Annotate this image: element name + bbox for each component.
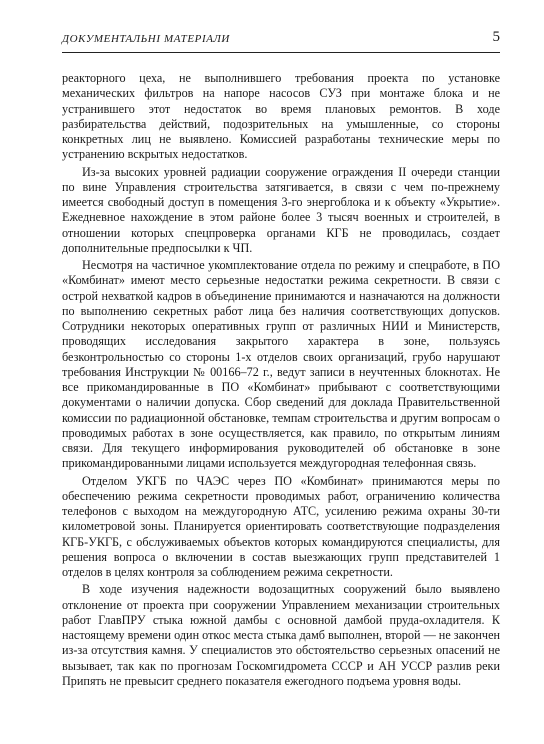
body-text (62, 71, 500, 689)
paragraph: Несмотря на частичное укомплектование отдела по режиму и спецработе, в ПО «Комбинат» имеют место серьезные недостатки режима секретности. В связи с острой нехваткой кадров в объединение принимаются и назначаются на должности по выполнению секретных работ лица без наличия соответствующих допусков. Сотрудники некоторых оперативных групп от различных НИИ и Министерств, проводящих исследования закрытого характера в зоне, пользуясь безконтрольностью со стороны 1-х отделов своих организаций, грубо нарушают требования Инструкции № 00166–72 г., ведут записи в неучтенных блокнотах. Не все прикомандированные в ПО «Комбинат» прибывают с соответствующими документами о наличии допуска. Сбор сведений для доклада Правительственной комиссии по радиационной обстановке, темпам строительства и другим вопросам о проводимых работах в зоне осуществляется, как правило, по открытым линиям связи. Для текущего информирования руководителей об обстановке в зоне прикомандированными лицами используется междугородная телефонная связь. (62, 258, 500, 471)
paragraph: В ходе изучения надежности водозащитных сооружений было выявлено отклонение от проекта при сооружении Управлением механизации строительных работ ГлавПРУ стыка южной дамбы с основной дамбой пруда-охладителя. К настоящему времени один откос места стыка дамб выполнен, второй — не закончен из-за отсутствия камня. У специалистов это обстоятельство серьезных опасений не вызывает, так как по прогнозам Госкомгидромета СССР и АН УССР разлив реки Припять не превысит среднего показателя ежегодного подъема уровня воды. (62, 582, 500, 688)
page-header (62, 30, 500, 53)
page-number: 5 (492, 29, 500, 45)
paragraph: реакторного цеха, не выполнившего требования проекта по установке механических фильтров на напоре насосов СУЗ при монтаже блока и не устранившего этот недостаток во время плановых ремонтов. В ходе разбирательства действий, подозрительных на умышленные, со стороны конкретных лиц не выявлено. Комиссией разработаны технические меры по устранению вскрытых недостатков. (62, 71, 500, 162)
section-title: ДОКУМЕНТАЛЬНІ МАТЕРІАЛИ (62, 33, 230, 45)
paragraph: Из-за высоких уровней радиации сооружение ограждения II очереди станции по вине Управления строительства затягивается, в связи с чем по-прежнему имеется свободный доступ в помещения 3-го энергоблока и к объекту «Укрытие». Ежедневное нахождение в этом районе более 3 тысяч военных и строителей, в отношении которых спецпроверка органами КГБ не проводилась, создает дополнительные предпосылки к ЧП. (62, 164, 500, 255)
paragraph: Отделом УКГБ по ЧАЭС через ПО «Комбинат» принимаются меры по обеспечению режима секретности проводимых работ, ограничению количества телефонов с выходом на междугородную АТС, усилению режима охраны 30-ти километровой зоны. Планируется ориентировать соответствующие подразделения КГБ-УКГБ, с обслуживаемых объектов которых командируются специалисты, для решения вопроса о включении в состав выезжающих групп представителей 1 отделов в целях контроля за соблюдением режима секретности. (62, 473, 500, 579)
